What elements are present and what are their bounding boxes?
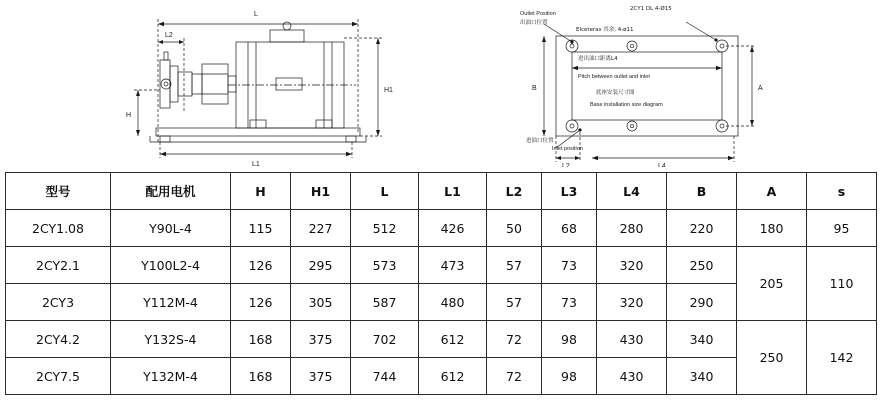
cell-b: 340: [667, 358, 737, 395]
pitch-label-en: Pitch between outlet and inlet: [578, 74, 650, 80]
dim-label-L1: L1: [252, 161, 260, 167]
cell-l4: 430: [597, 358, 667, 395]
cell-l: 512: [351, 210, 419, 247]
header-h1: H1: [291, 173, 351, 210]
cell-l4: 320: [597, 284, 667, 321]
cell-h1: 375: [291, 358, 351, 395]
dim-label-H: H: [126, 112, 132, 119]
header-h: H: [231, 173, 291, 210]
cell-h1: 375: [291, 321, 351, 358]
base-plan-svg: [520, 2, 780, 167]
cell-model: 2CY3: [6, 284, 111, 321]
cell-l3: 73: [542, 247, 597, 284]
cell-b: 290: [667, 284, 737, 321]
pump-side-elevation-drawing: [120, 2, 410, 167]
header-s: s: [807, 173, 877, 210]
cell-l2: 72: [487, 321, 542, 358]
header-l: L: [351, 173, 419, 210]
cell-s: 95: [807, 210, 877, 247]
inlet-position-label-en: Inlet position: [552, 146, 583, 152]
table-row: [6, 210, 877, 247]
spec-table-container: [5, 172, 876, 395]
cell-l3: 68: [542, 210, 597, 247]
header-b: B: [667, 173, 737, 210]
cell-h: 168: [231, 321, 291, 358]
header-l2: L2: [487, 173, 542, 210]
cell-h: 168: [231, 358, 291, 395]
cell-l2: 57: [487, 247, 542, 284]
technical-drawings: [0, 0, 881, 170]
cell-a: 180: [737, 210, 807, 247]
dim-label-L: L: [254, 11, 258, 18]
pitch-label-cn: 进出油口距离L4: [578, 56, 618, 62]
cell-l4: 430: [597, 321, 667, 358]
cell-l1: 426: [419, 210, 487, 247]
plan-dim-label-A: A: [758, 85, 763, 92]
base-label-en: Base installation size diagram: [590, 102, 663, 108]
bolt-note-en: Elceteras 其余, 4-ø11: [576, 27, 634, 33]
cell-b: 220: [667, 210, 737, 247]
cell-l1: 612: [419, 358, 487, 395]
outlet-position-label-cn: 出油口位置: [520, 20, 548, 26]
cell-motor: Y112M-4: [111, 284, 231, 321]
header-motor: 配用电机: [111, 173, 231, 210]
cell-l2: 50: [487, 210, 542, 247]
cell-b: 340: [667, 321, 737, 358]
cell-model: 2CY7.5: [6, 358, 111, 395]
cell-l: 573: [351, 247, 419, 284]
cell-motor: Y132M-4: [111, 358, 231, 395]
cell-s: 110: [807, 247, 877, 321]
cell-motor: Y132S-4: [111, 321, 231, 358]
cell-l1: 612: [419, 321, 487, 358]
dim-label-H1: H1: [384, 87, 393, 94]
plan-dim-label-L4: L4: [658, 163, 666, 167]
inlet-position-label-cn: 进油口位置: [526, 138, 554, 144]
cell-h: 115: [231, 210, 291, 247]
cell-model: 2CY2.1: [6, 247, 111, 284]
cell-l3: 73: [542, 284, 597, 321]
cell-l4: 320: [597, 247, 667, 284]
cell-motor: Y90L-4: [111, 210, 231, 247]
cell-l2: 72: [487, 358, 542, 395]
cell-s: 142: [807, 321, 877, 395]
specification-table: [5, 172, 877, 395]
cell-l: 587: [351, 284, 419, 321]
cell-h1: 295: [291, 247, 351, 284]
table-row: [6, 247, 877, 284]
header-a: A: [737, 173, 807, 210]
bolt-note-cn: 2CY1 DL 4-Ø15: [630, 6, 672, 12]
cell-l3: 98: [542, 358, 597, 395]
cell-l1: 473: [419, 247, 487, 284]
cell-l: 744: [351, 358, 419, 395]
plan-dim-label-B: B: [532, 85, 537, 92]
cell-h: 126: [231, 284, 291, 321]
header-l3: L3: [542, 173, 597, 210]
cell-model: 2CY1.08: [6, 210, 111, 247]
cell-h: 126: [231, 247, 291, 284]
header-l1: L1: [419, 173, 487, 210]
cell-b: 250: [667, 247, 737, 284]
cell-h1: 305: [291, 284, 351, 321]
cell-a: 205: [737, 247, 807, 321]
cell-a: 250: [737, 321, 807, 395]
base-label-cn: 底座安装尺寸图: [596, 90, 635, 96]
header-l4: L4: [597, 173, 667, 210]
cell-l2: 57: [487, 284, 542, 321]
table-row: [6, 321, 877, 358]
cell-model: 2CY4.2: [6, 321, 111, 358]
cell-h1: 227: [291, 210, 351, 247]
cell-l1: 480: [419, 284, 487, 321]
header-model: 型号: [6, 173, 111, 210]
dim-label-L2: L2: [165, 32, 173, 39]
side-elevation-svg: [120, 2, 410, 167]
cell-motor: Y100L2-4: [111, 247, 231, 284]
table-header-row: [6, 173, 877, 210]
base-plan-view-drawing: [520, 2, 780, 167]
cell-l4: 280: [597, 210, 667, 247]
cell-l: 702: [351, 321, 419, 358]
plan-dim-label-L2: L2: [562, 163, 570, 167]
cell-l3: 98: [542, 321, 597, 358]
outlet-position-label-en: Outlet Position: [520, 11, 556, 17]
